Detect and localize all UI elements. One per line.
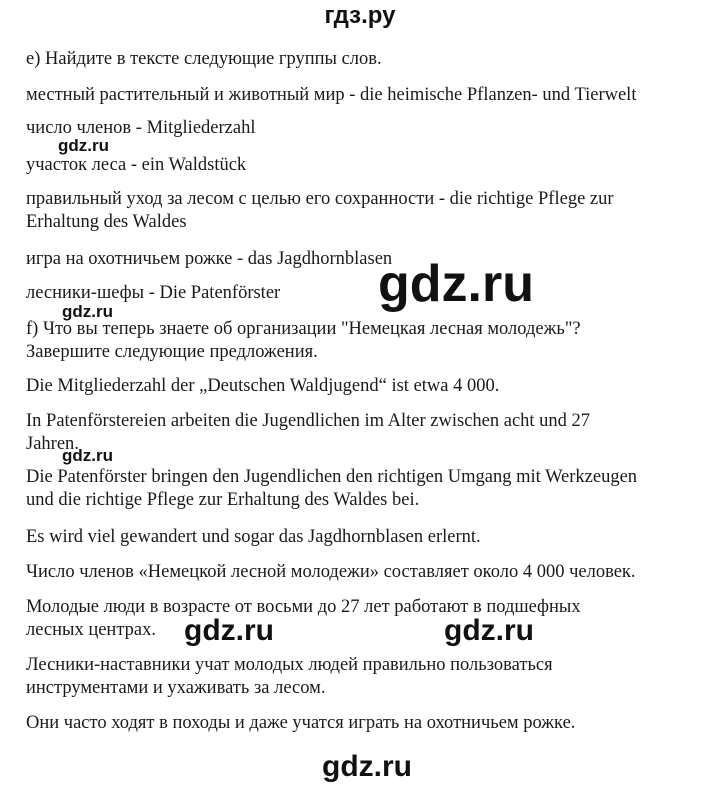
- task-e-line-2: число членов - Mitgliederzahl: [26, 118, 256, 138]
- task-f-line-2b: Jahren.: [26, 434, 79, 454]
- russian-line-2a: Молодые люди в возрасте от восьми до 27 лет работают в подшефных: [26, 597, 581, 617]
- task-e-line-1: местный растительный и животный мир - die heimische Pflanzen- und Tierwelt: [26, 85, 637, 105]
- task-e-heading: е) Найдите в тексте следующие группы слов.: [26, 49, 382, 69]
- russian-line-3b: инструментами и ухаживать за лесом.: [26, 678, 326, 698]
- task-f-line-1: Die Mitgliederzahl der „Deutschen Waldjugend“ ist etwa 4 000.: [26, 376, 500, 396]
- russian-line-4: Они часто ходят в походы и даже учатся играть на охотничьем рожке.: [26, 713, 576, 733]
- task-f-heading-b: Завершите следующие предложения.: [26, 342, 318, 362]
- russian-line-3a: Лесники-наставники учат молодых людей правильно пользоваться: [26, 655, 553, 675]
- task-f-line-3a: Die Patenförster bringen den Jugendlichen den richtigen Umgang mit Werkzeugen: [26, 467, 638, 487]
- task-f-line-2a: In Patenförstereien arbeiten die Jugendlichen im Alter zwischen acht und 27: [26, 411, 591, 431]
- task-e-line-4a: правильный уход за лесом с целью его сохранности - die richtige Pflege zur: [26, 189, 614, 209]
- watermark: gdz.ru: [322, 750, 412, 783]
- site-header-title: гдз.ру: [324, 2, 396, 29]
- task-f-heading-a: f) Что вы теперь знаете об организации "Немецкая лесная молодежь"?: [26, 319, 581, 339]
- russian-line-2b: лесных центрах.: [26, 620, 156, 640]
- task-e-line-6: лесники-шефы - Die Patenförster: [26, 283, 281, 303]
- task-f-line-3b: und die richtige Pflege zur Erhaltung des Waldes bei.: [26, 490, 420, 510]
- watermark: gdz.ru: [62, 446, 113, 465]
- task-f-line-4: Es wird viel gewandert und sogar das Jagdhornblasen erlernt.: [26, 527, 481, 547]
- task-e-line-4b: Erhaltung des Waldes: [26, 212, 187, 232]
- watermark: gdz.ru: [444, 614, 534, 647]
- watermark: gdz.ru: [378, 255, 534, 313]
- watermark: gdz.ru: [62, 302, 113, 321]
- task-e-line-3: участок леса - ein Waldstück: [26, 155, 247, 175]
- task-e-line-5: игра на охотничьем рожке - das Jagdhornblasen: [26, 249, 393, 269]
- watermark: gdz.ru: [58, 136, 109, 155]
- russian-line-1: Число членов «Немецкой лесной молодежи» составляет около 4 000 человек.: [26, 562, 636, 582]
- watermark: gdz.ru: [184, 614, 274, 647]
